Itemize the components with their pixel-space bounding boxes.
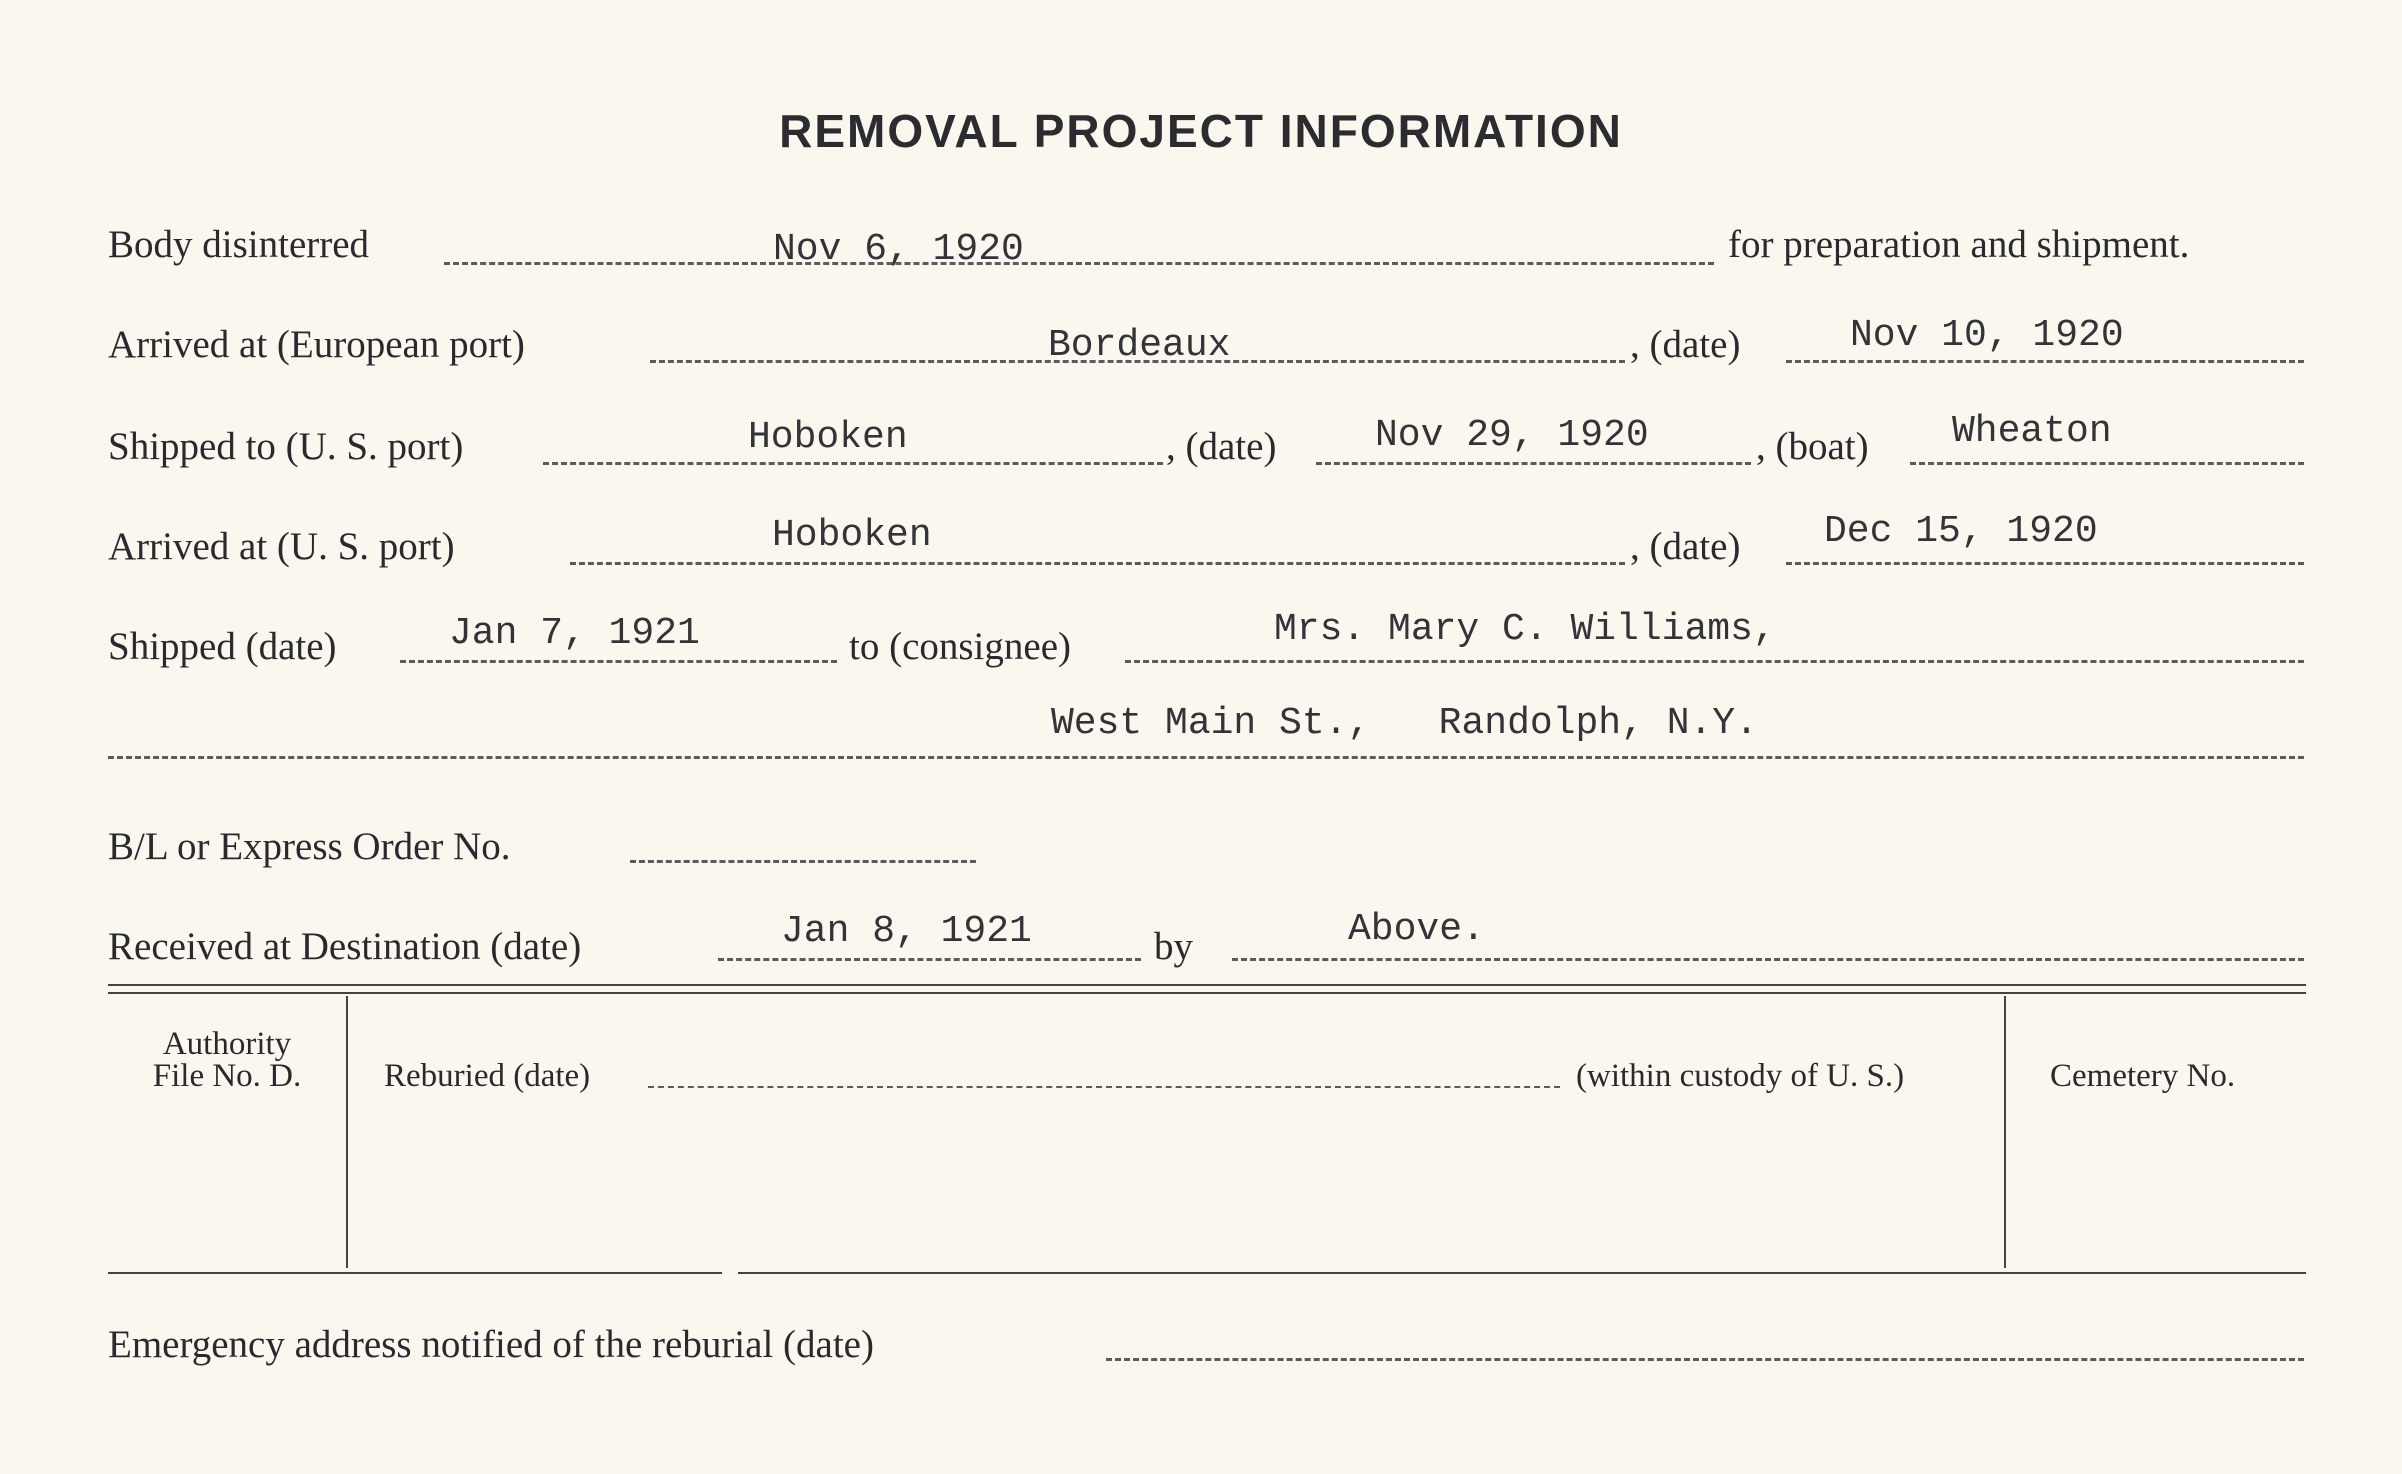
body-disinterred-value: Nov 6, 1920: [773, 228, 1024, 271]
shipped-us-boat-line: [1910, 462, 2304, 465]
received-by-value: Above.: [1348, 908, 1485, 951]
authority-file-label: Authority File No. D.: [152, 1026, 302, 1094]
shipped-us-boat-label: , (boat): [1756, 425, 1869, 468]
shipped-date-line: [400, 660, 837, 663]
shipped-us-label: Shipped to (U. S. port): [108, 425, 464, 468]
received-date-value: Jan 8, 1921: [781, 910, 1032, 953]
body-disinterred-line: [444, 262, 1714, 265]
emergency-address-label: Emergency address notified of the reburial (date): [108, 1323, 874, 1366]
shipped-us-date-line: [1316, 462, 1751, 465]
arrived-european-date-value: Nov 10, 1920: [1850, 314, 2124, 357]
shipped-us-port-value: Hoboken: [748, 416, 908, 459]
custody-label: (within custody of U. S.): [1576, 1058, 1905, 1094]
arrived-us-label: Arrived at (U. S. port): [108, 525, 455, 568]
table-top-rule-upper: [108, 984, 2306, 986]
reburied-label: Reburied (date): [384, 1058, 591, 1094]
arrived-us-line: [570, 562, 1625, 565]
bl-order-label: B/L or Express Order No.: [108, 825, 511, 868]
table-divider-left: [346, 996, 348, 1268]
consignee-value: Mrs. Mary C. Williams,: [1274, 608, 1776, 651]
consignee-address-line: [108, 756, 2304, 759]
table-top-rule-lower: [108, 992, 2306, 994]
arrived-european-label: Arrived at (European port): [108, 323, 525, 366]
table-divider-right: [2004, 996, 2006, 1268]
table-bottom-rule-left: [108, 1272, 722, 1274]
arrived-us-date-label: , (date): [1630, 525, 1741, 568]
shipped-date-label: Shipped (date): [108, 625, 337, 668]
received-by-label: by: [1154, 925, 1193, 968]
consignee-label: to (consignee): [849, 625, 1072, 668]
arrived-european-date-label: , (date): [1630, 323, 1741, 366]
arrived-us-date-value: Dec 15, 1920: [1824, 510, 2098, 553]
table-bottom-rule-right: [738, 1272, 2306, 1274]
consignee-address-value: West Main St., Randolph, N.Y.: [1051, 702, 1758, 745]
cemetery-no-label: Cemetery No.: [2050, 1058, 2236, 1094]
arrived-european-date-line: [1786, 360, 2304, 363]
shipped-us-line: [543, 462, 1163, 465]
shipped-date-value: Jan 7, 1921: [449, 612, 700, 655]
arrived-us-date-line: [1786, 562, 2304, 565]
reburied-line: [648, 1086, 1560, 1088]
consignee-line: [1125, 660, 2304, 663]
received-by-line: [1232, 958, 2304, 961]
emergency-address-line: [1106, 1358, 2304, 1361]
card-title: REMOVAL PROJECT INFORMATION: [779, 105, 1623, 157]
body-disinterred-label: Body disinterred: [108, 223, 370, 266]
arrived-european-port-value: Bordeaux: [1048, 324, 1231, 367]
arrived-us-port-value: Hoboken: [772, 514, 932, 557]
shipped-us-boat-value: Wheaton: [1952, 410, 2112, 453]
body-disinterred-suffix: for preparation and shipment.: [1728, 223, 2190, 266]
bl-order-line: [630, 860, 976, 863]
shipped-us-date-value: Nov 29, 1920: [1375, 414, 1649, 457]
received-label: Received at Destination (date): [108, 925, 582, 968]
shipped-us-date-label: , (date): [1166, 425, 1277, 468]
received-date-line: [718, 958, 1141, 961]
